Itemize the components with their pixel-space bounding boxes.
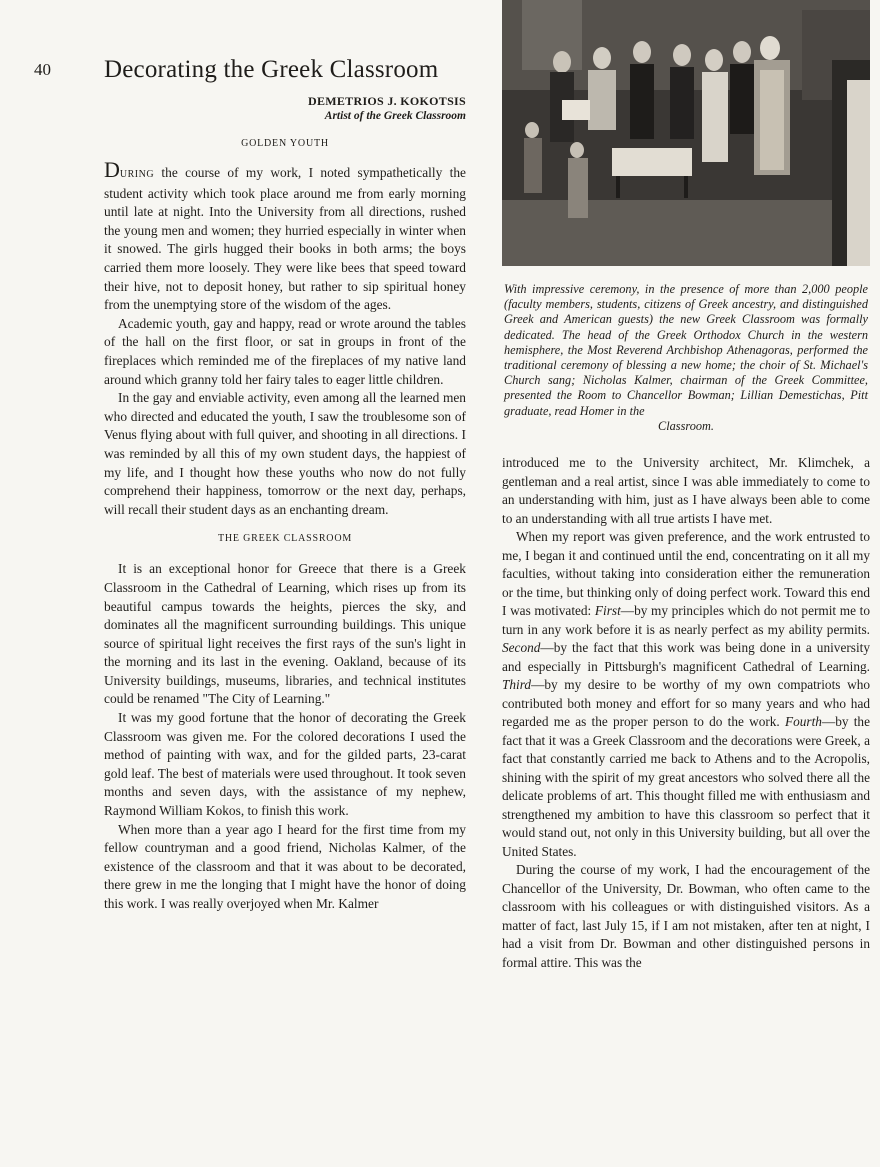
- paragraph: During the course of my work, I had the encouragement of the Chancellor of the University, Dr. Bowman, who often came to the classroom with his colleagues or with distinguished visitors. As a matter of fact, last July 15, if I am not mistaken, after ten at night, I had a visit from Dr. Bowman and other distinguished persons in formal attire. This was the: [502, 862, 870, 970]
- emphasis-first: First: [594, 603, 621, 619]
- paragraph: introduced me to the University architect, Mr. Klimchek, a gentleman and a real artist, since I was able immediately to come to an understanding with him, just as I have always been able to come to an understanding with all true artists I have met.: [502, 455, 870, 526]
- paragraph: It is an exceptional honor for Greece that there is a Greek Classroom in the Cathedral of Learning, which rises up from its beautiful campus towards the heights, pierces the sky, and dominates all the magnificent surrounding buildings. This unique source of spiritual light receives the first rays of the sun's light in the morning and its last in the evening. Oakland, because of its University buildings, museums, libraries, and technical institutes could be renamed "The City of Learning.": [104, 561, 466, 707]
- paragraph: [502, 528, 870, 861]
- paragraph: It was my good fortune that the honor of decorating the Greek Classroom was given me. For the colored decorations I used the method of painting with wax, and for the gilded parts, 23-carat gold leaf. The best of materials were used throughout. It took seven months and seven days, with the assistance of my nephew, Raymond William Kokos, to finish this work.: [104, 710, 466, 819]
- right-body-text: [502, 454, 870, 972]
- author-name: DEMETRIOS J. KOKOTSIS: [307, 93, 466, 108]
- page-number: 40: [34, 60, 51, 79]
- dedication-ceremony-photo: [502, 0, 870, 266]
- paragraph-text: —by the fact that it was a Greek Classroom and the decorations were Greek, a fact that constantly carried me back to Athens and to the Acropolis, shining with the spirit of my great ancestors who solved there all the delicate problems of art. This thought filled me with enthusiasm and strengthened my ambition to have this classroom so perfect that it would stand out, not only in this University building, but all over the United States.: [502, 714, 870, 859]
- emphasis-third: Third: [502, 677, 532, 693]
- left-column: [104, 56, 466, 914]
- right-column: [502, 0, 870, 972]
- paragraph-text: When my report was given preference, and the work entrusted to me, I began it and continued until the end, concentrating on it all my faculties, without taking into consideration either the remuneration or the time, but thinking only of doing perfect work. Toward this end I was motivated:: [502, 529, 870, 619]
- paragraph-text: —by my desire to be worthy of my own compatriots who contributed both money and effort for so many years and who had regarded me as the proper person to do the work.: [502, 677, 870, 730]
- photo-caption: [502, 282, 870, 434]
- emphasis-second: Second: [502, 640, 541, 656]
- paragraph-text: —by my principles which do not permit me to turn in any work before it is as nearly perfect as my ability permits.: [502, 603, 870, 637]
- paragraph: When more than a year ago I heard for the first time from my fellow countryman and a good friend, Nicholas Kalmer, of the existence of the classroom and that it was about to be decorated, there grew in me the longing that I might have the honor of doing this work. I was really overjoyed when Mr. Kalmer: [104, 821, 466, 911]
- paragraph: Academic youth, gay and happy, read or wrote around the tables of the hall on the first floor, or sat in groups in front of the fireplaces which reminded me of the fireplaces of my native land around which granny told her fairy tales to eager little children.: [104, 315, 466, 387]
- caption-end: Classroom.: [658, 418, 714, 433]
- paragraph-text: —by the fact that this work was being done in a university and especially in Pittsburgh's magnificent Cathedral of Learning.: [502, 640, 870, 674]
- section-heading-greek-classroom: THE GREEK CLASSROOM: [217, 533, 353, 545]
- caption-text: With impressive ceremony, in the presence of more than 2,000 people (faculty members, students, citizens of Greek ancestry, and distinguished Greek and American guests) the new Greek Classroom was formally dedicated. The head of the Greek Orthodox Church in the western hemisphere, the Most Reverend Archbishop Athenagoras, performed the traditional ceremony of blessing a new home; the choir of St. Michael's Church sang; Nicholas Kalmer, chairman of the Greek Committee, presented the Room to Chancellor Bowman; Lillian Demestichas, Pitt graduate, read Homer in the: [504, 282, 868, 418]
- paragraph-text: the course of my work, I noted sympathetically the student activity which took place around me from early morning until late at night. Into the University from all directions, rushed the young men and women; they hurried especially in winter when it snowed. The girls hugged their books in both arms; the boys carried them more loosely. They were like bees that speed toward their hive, not to deposit honey, but rather to sip spiritual honey from the unemptying store of the wisdom of the ages.: [104, 165, 466, 313]
- drop-cap: D: [104, 157, 120, 183]
- paragraph: [104, 159, 466, 315]
- author-role: Artist of the Greek Classroom: [324, 110, 466, 123]
- section-heading-golden-youth: GOLDEN YOUTH: [241, 138, 329, 150]
- small-caps: URING: [119, 169, 155, 181]
- article-title: Decorating the Greek Classroom: [104, 56, 439, 83]
- paragraph: In the gay and enviable activity, even among all the learned men who directed and educated the youth, I saw the troublesome son of Venus flying about with full quiver, and shooting in all directions. I was reminded by all this of my own student days, the happiest of my life, and I thought how these youths who now do not fully comprehend their happiness, tomorrow or the next day, perhaps, will recall their student days as an enchanting dream.: [104, 390, 466, 517]
- emphasis-fourth: Fourth: [784, 714, 822, 730]
